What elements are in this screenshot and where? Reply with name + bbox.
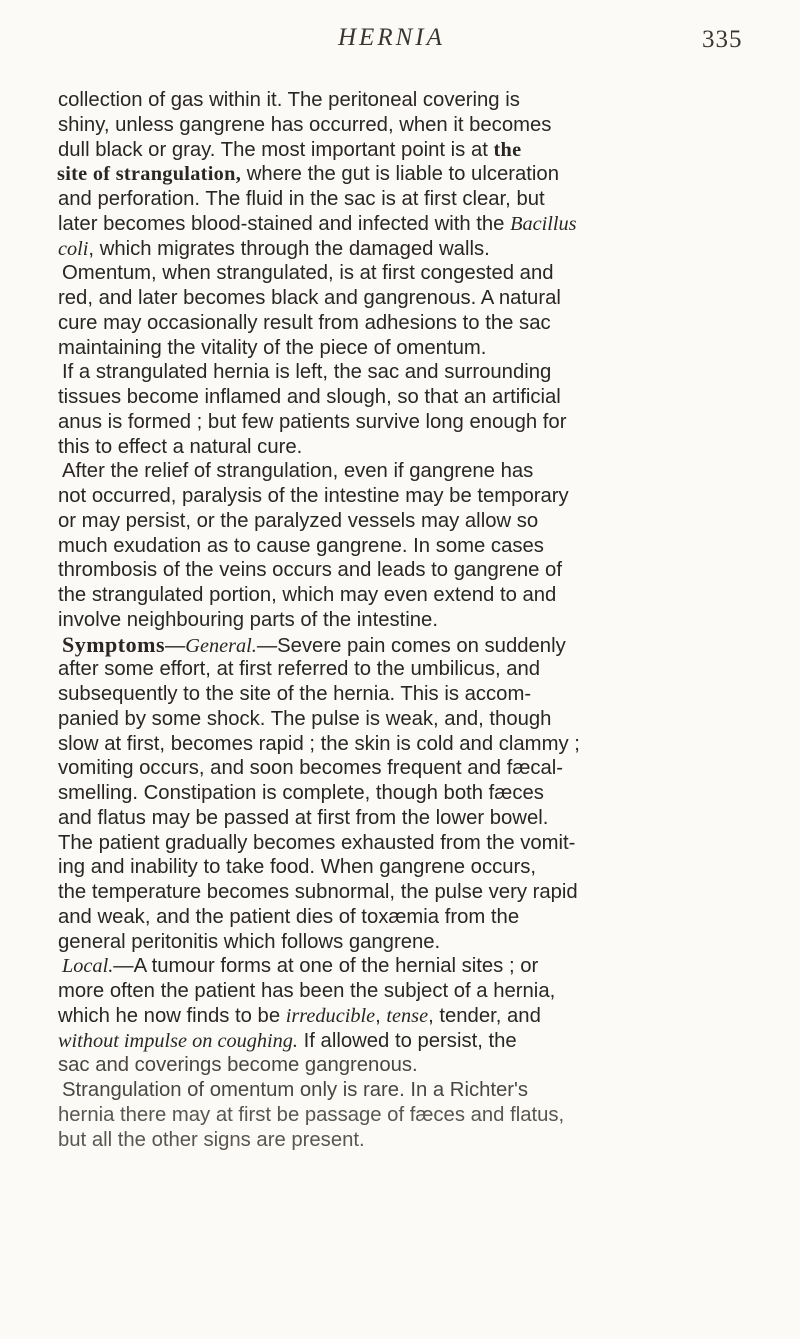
text-line bbox=[0, 459, 800, 484]
text-line bbox=[0, 187, 800, 212]
text-line bbox=[0, 905, 800, 930]
text-run: Strangulation of omentum only is rare. In a Richter's bbox=[62, 1079, 529, 1101]
text-line bbox=[0, 410, 800, 435]
text-line bbox=[0, 162, 800, 187]
text-run: general peritonitis which follows gangrene. bbox=[58, 930, 441, 953]
page-number: 335 bbox=[702, 26, 743, 53]
text-run: and weak, and the patient dies of toxæmia from the bbox=[58, 905, 520, 928]
text-run: red, and later becomes black and gangrenous. A natural bbox=[58, 287, 561, 309]
text-run: and flatus may be passed at first from the lower bowel. bbox=[58, 806, 549, 829]
text-line bbox=[0, 1004, 800, 1029]
text-run: maintaining the vitality of the piece of omentum. bbox=[58, 336, 487, 359]
text-run: more often the patient has been the subject of a hernia, bbox=[58, 980, 556, 1002]
text-line bbox=[0, 781, 800, 806]
text-run: hernia there may at first be passage of fæces and flatus, bbox=[58, 1103, 565, 1126]
text-line bbox=[0, 509, 800, 534]
text-line bbox=[0, 1053, 800, 1078]
text-run: thrombosis of the veins occurs and leads to gangrene of bbox=[58, 559, 562, 582]
italic-term: irreducible bbox=[285, 1004, 376, 1027]
text-run: and perforation. The fluid in the sac is at first clear, but bbox=[58, 188, 545, 210]
text-run: The patient gradually becomes exhausted from the vomit- bbox=[58, 831, 576, 854]
text-run: collection of gas within it. The peritoneal covering is bbox=[58, 89, 520, 111]
text-line bbox=[0, 756, 800, 781]
text-line bbox=[0, 880, 800, 905]
text-line bbox=[0, 261, 800, 286]
text-line bbox=[0, 385, 800, 410]
text-run: where the gut is liable to ulceration bbox=[241, 163, 559, 186]
bold-phrase: site of strangulation, bbox=[57, 163, 242, 186]
text-run: much exudation as to cause gangrene. In some cases bbox=[58, 534, 544, 557]
text-run: involve neighbouring parts of the intestine. bbox=[58, 608, 438, 631]
subheading-local: Local. bbox=[62, 955, 114, 978]
text-line bbox=[0, 113, 800, 138]
text-line bbox=[0, 855, 800, 880]
text-run: not occurred, paralysis of the intestine may be temporary bbox=[58, 485, 569, 507]
text-run: Omentum, when strangulated, is at first congested and bbox=[62, 262, 554, 285]
text-line bbox=[0, 1128, 800, 1153]
text-run: vomiting occurs, and soon becomes frequent and fæcal- bbox=[58, 757, 564, 780]
text-line bbox=[0, 88, 800, 113]
text-line bbox=[0, 732, 800, 757]
italic-term: Bacillus bbox=[510, 212, 577, 235]
text-line bbox=[0, 831, 800, 856]
bold-phrase: the bbox=[493, 138, 522, 161]
text-line bbox=[0, 212, 800, 237]
text-line bbox=[0, 682, 800, 707]
text-run: After the relief of strangulation, even if gangrene has bbox=[62, 460, 534, 483]
text-line bbox=[0, 583, 800, 608]
text-run: dull black or gray. The most important point is at bbox=[58, 138, 494, 161]
text-line bbox=[0, 608, 800, 633]
text-run: or may persist, or the paralyzed vessels may allow so bbox=[58, 509, 539, 532]
text-run: after some effort, at first referred to the umbilicus, and bbox=[58, 658, 541, 681]
text-run: If allowed to persist, the bbox=[298, 1029, 517, 1052]
text-run: — bbox=[165, 634, 186, 657]
text-run: , bbox=[375, 1004, 387, 1027]
italic-term: coli bbox=[58, 237, 89, 260]
text-line bbox=[0, 558, 800, 583]
text-line bbox=[0, 1078, 800, 1103]
text-run: If a strangulated hernia is left, the sac and surrounding bbox=[62, 361, 552, 384]
text-line bbox=[0, 954, 800, 979]
text-line bbox=[0, 806, 800, 831]
text-line bbox=[0, 979, 800, 1004]
text-run: , which migrates through the damaged walls. bbox=[88, 237, 490, 260]
text-run: tissues become inflamed and slough, so that an artificial bbox=[58, 386, 561, 408]
text-line bbox=[0, 1029, 800, 1054]
text-line bbox=[0, 633, 800, 658]
text-run: shiny, unless gangrene has occurred, when it becomes bbox=[58, 113, 552, 136]
text-run: slow at first, becomes rapid ; the skin is cold and clammy ; bbox=[58, 732, 580, 755]
text-run: panied by some shock. The pulse is weak, and, though bbox=[58, 707, 552, 730]
text-line bbox=[0, 360, 800, 385]
text-run: but all the other signs are present. bbox=[58, 1128, 365, 1151]
text-run: the strangulated portion, which may even extend to and bbox=[58, 584, 557, 606]
text-line bbox=[0, 657, 800, 682]
body-text bbox=[0, 88, 800, 1152]
text-run: —Severe pain comes on suddenly bbox=[256, 634, 566, 657]
text-run: later becomes blood-stained and infected with the bbox=[58, 212, 511, 235]
italic-term: without impulse on coughing. bbox=[58, 1029, 298, 1052]
text-line bbox=[0, 435, 800, 460]
text-run: smelling. Constipation is complete, though both fæces bbox=[58, 782, 544, 804]
text-line bbox=[0, 336, 800, 361]
running-head bbox=[0, 24, 800, 58]
text-line bbox=[0, 311, 800, 336]
text-run: sac and coverings become gangrenous. bbox=[58, 1054, 418, 1077]
text-run: this to effect a natural cure. bbox=[58, 435, 303, 458]
text-line bbox=[0, 930, 800, 955]
text-run: subsequently to the site of the hernia. This is accom- bbox=[58, 683, 532, 705]
text-line bbox=[0, 237, 800, 262]
text-line bbox=[0, 534, 800, 559]
text-line bbox=[0, 707, 800, 732]
text-run: the temperature becomes subnormal, the pulse very rapid bbox=[58, 881, 578, 903]
text-run: which he now finds to be bbox=[58, 1004, 286, 1027]
text-run: cure may occasionally result from adhesions to the sac bbox=[58, 311, 551, 334]
running-head-title: HERNIA bbox=[338, 24, 445, 51]
text-run: , tender, and bbox=[428, 1004, 541, 1027]
text-line bbox=[0, 286, 800, 311]
italic-term: tense bbox=[386, 1004, 429, 1027]
text-line bbox=[0, 484, 800, 509]
text-run: anus is formed ; but few patients survive long enough for bbox=[58, 410, 567, 433]
section-heading-symptoms: Symptoms bbox=[62, 631, 166, 657]
text-run: ing and inability to take food. When gangrene occurs, bbox=[58, 856, 537, 879]
text-line bbox=[0, 138, 800, 163]
text-run: —A tumour forms at one of the hernial sites ; or bbox=[113, 955, 539, 978]
text-line bbox=[0, 1103, 800, 1128]
subheading-general: General. bbox=[185, 634, 257, 657]
